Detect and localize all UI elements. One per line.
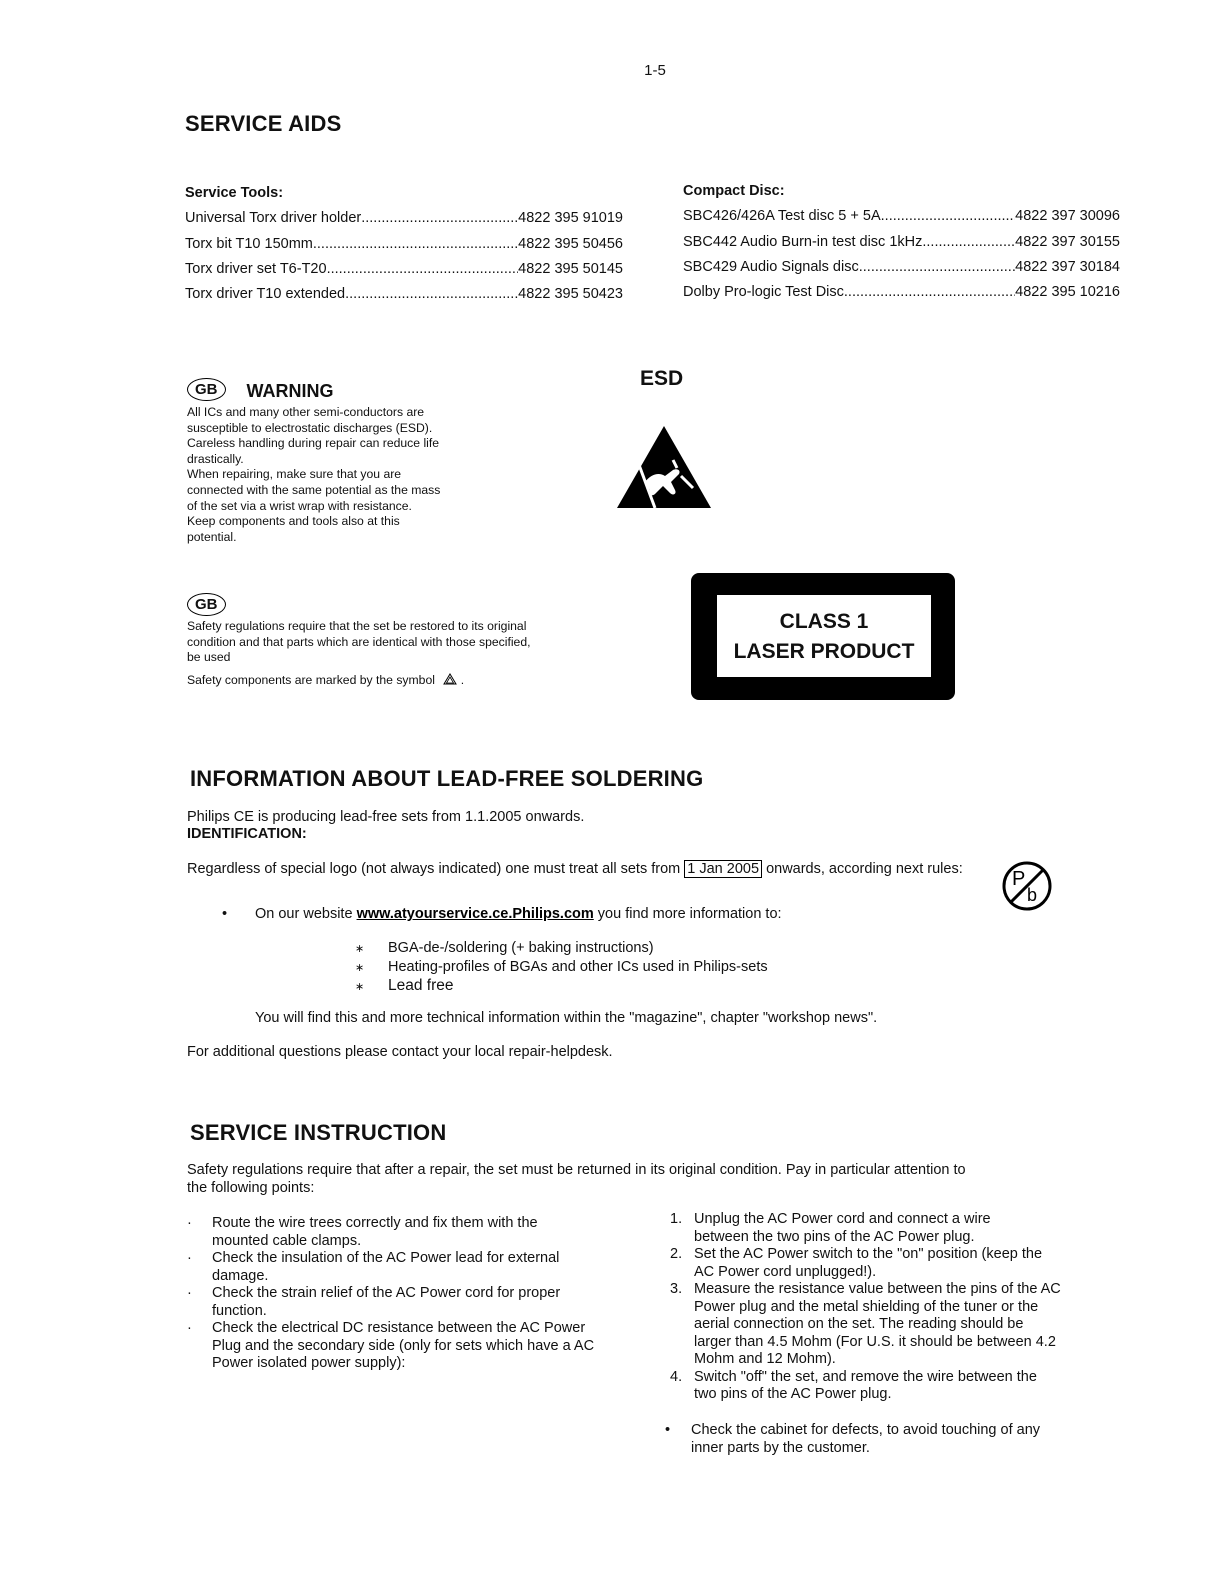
gb-badge: GB <box>187 378 226 401</box>
warning-text: All ICs and many other semi-conductors are susceptible to electrostatic discharges (ESD). Careless handling during repair can reduce life drastically. When repairing, make sure that you are connected with the same potential as the mass of the set via a wrist wrap with resistance. Keep components and tools also at this potential. <box>187 405 441 544</box>
cabinet-note: • Check the cabinet for defects, to avoid touching of any inner parts by the customer. <box>665 1422 1041 1456</box>
safety-triangle-icon <box>443 673 457 685</box>
list-item: 3. Measure the resistance value between the pins of the AC Power plug and the metal shielding of the tuner or the aerial connection on the set. The reading should be larger than 4.5 Mohm (For U.S. it should be between 4.2 Mohm and 12 Mohm). <box>670 1281 1061 1367</box>
disc-row: Dolby Pro-logic Test Disc ..... 4822 395 10216 <box>683 280 1120 305</box>
laser-label-inner <box>717 595 931 677</box>
disc-row: SBC429 Audio Signals disc ..... 4822 397 30184 <box>683 255 1120 280</box>
list-item: 2. Set the AC Power switch to the "on" position (keep the AC Power cord unplugged!). <box>670 1246 1043 1280</box>
contact-note: For additional questions please contact your local repair-helpdesk. <box>187 1044 613 1060</box>
safety-text: Safety regulations require that the set be restored to its original condition and that parts which are identical with those specified, be used <box>187 619 531 664</box>
service-tools-header: Service Tools: <box>185 185 284 201</box>
tool-row: Torx bit T10 150mm ..... 4822 395 50456 <box>185 232 623 257</box>
list-item: · Check the insulation of the AC Power lead for external damage. <box>187 1250 560 1284</box>
date-box: 1 Jan 2005 <box>684 860 762 878</box>
list-item: ∗ Lead free <box>355 977 454 994</box>
page-number: 1-5 <box>644 62 666 79</box>
list-item: ∗ Heating-profiles of BGAs and other ICs used in Philips-sets <box>355 958 768 975</box>
magazine-note: You will find this and more technical information within the "magazine", chapter "workshop news". <box>255 1010 878 1026</box>
svg-text:b: b <box>1027 885 1038 905</box>
list-item: · Check the strain relief of the AC Power cord for proper function. <box>187 1285 561 1319</box>
list-item: 1. Unplug the AC Power cord and connect a wire between the two pins of the AC Power plug. <box>670 1211 991 1245</box>
safety-block <box>187 593 530 688</box>
lead-free-intro: Philips CE is producing lead-free sets from 1.1.2005 onwards. <box>187 809 585 825</box>
lead-free-title: INFORMATION ABOUT LEAD-FREE SOLDERING <box>190 766 704 791</box>
website-line: • On our website www.atyourservice.ce.Philips.com you find more information to: <box>222 906 782 922</box>
compact-disc-list <box>683 179 1120 305</box>
list-item: ∗ BGA-de-/soldering (+ baking instructions) <box>355 940 654 956</box>
svg-text:P: P <box>1012 868 1026 890</box>
tool-row: Torx driver set T6-T20 ..... 4822 395 50145 <box>185 257 623 282</box>
disc-row: SBC426/426A Test disc 5 + 5A ..... 4822 397 30096 <box>683 204 1120 229</box>
list-item: · Check the electrical DC resistance between the AC Power Plug and the secondary side (only for sets which have a AC Power isolated power supply): <box>187 1320 595 1371</box>
disc-row: SBC442 Audio Burn-in test disc 1kHz ..... 4822 397 30155 <box>683 230 1120 255</box>
tool-row: Torx driver T10 extended ..... 4822 395 50423 <box>185 282 623 307</box>
warning-title: WARNING <box>246 381 334 401</box>
service-right-list <box>670 1211 1065 1404</box>
laser-product: LASER PRODUCT <box>733 640 915 663</box>
warning-block <box>187 377 440 545</box>
list-item: 4. Switch "off" the set, and remove the wire between the two pins of the AC Power plug. <box>670 1368 1037 1402</box>
lead-free-rule: Regardless of special logo (not always indicated) one must treat all sets from 1 Jan 2005 onwards, according next rules: <box>187 861 963 877</box>
identification-label: IDENTIFICATION: <box>187 826 307 842</box>
safety-symbol-line: Safety components are marked by the symbol . <box>187 672 465 687</box>
no-lead-icon <box>1000 859 1054 913</box>
service-tools-list <box>185 181 623 307</box>
list-item: · Route the wire trees correctly and fix them with the mounted cable clamps. <box>187 1215 538 1249</box>
lead-free-items <box>355 940 768 997</box>
esd-title: ESD <box>640 367 684 390</box>
service-aids-title: SERVICE AIDS <box>185 111 342 136</box>
gb-badge: GB <box>187 593 226 616</box>
website-link[interactable]: www.atyourservice.ce.Philips.com <box>356 906 594 922</box>
service-left-list <box>187 1215 617 1373</box>
laser-class: CLASS 1 <box>779 610 869 633</box>
service-intro: Safety regulations require that after a repair, the set must be returned in its original condition. Pay in particular attention to the following points: <box>187 1162 966 1196</box>
tool-row: Universal Torx driver holder ..... 4822 395 91019 <box>185 206 623 231</box>
service-instruction-title: SERVICE INSTRUCTION <box>190 1120 447 1145</box>
esd-warning-icon <box>615 424 713 510</box>
compact-disc-header: Compact Disc: <box>683 183 785 199</box>
